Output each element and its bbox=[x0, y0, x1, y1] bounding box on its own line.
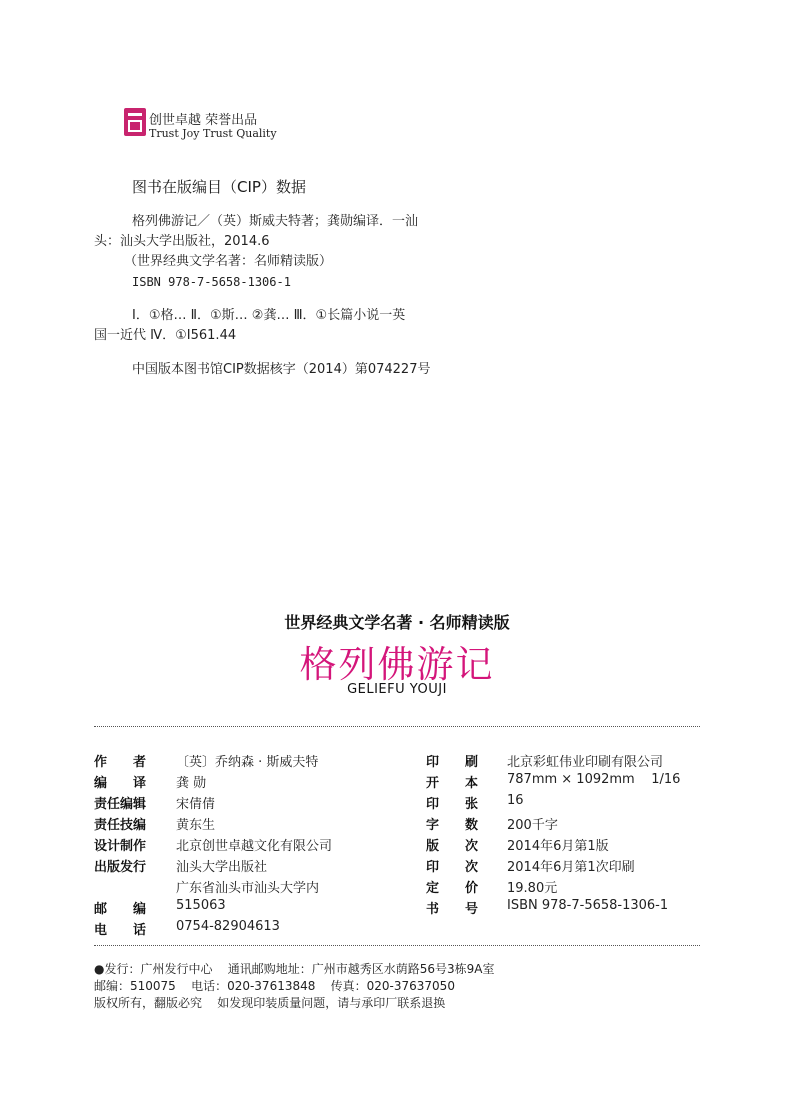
publisher-slogan: Trust Joy Trust Quality bbox=[149, 127, 277, 140]
info-left-value: 黄东生 bbox=[176, 818, 216, 833]
info-right-label: 定 价 bbox=[426, 881, 479, 896]
info-left-label: 设计制作 bbox=[94, 839, 147, 854]
book-title: 格列佛游记 bbox=[299, 643, 495, 686]
info-left-label: 邮 编 bbox=[94, 902, 147, 917]
info-right-label: 字 数 bbox=[426, 818, 479, 833]
info-left-label: 电 话 bbox=[94, 923, 147, 938]
info-right-label: 印 次 bbox=[426, 860, 479, 875]
info-left-value: 汕头大学出版社 bbox=[176, 860, 268, 875]
cip-line-3: （世界经典文学名著：名师精读版） bbox=[124, 254, 333, 269]
info-right-value: 19.80元 bbox=[507, 881, 558, 896]
info-left-value: 〔英〕乔纳森 · 斯威夫特 bbox=[176, 755, 319, 770]
footer-copyright: 版权所有，翻版必究 如发现印装质量问题，请与承印厂联系退换 bbox=[94, 996, 446, 1010]
info-left-label: 责任编辑 bbox=[94, 797, 147, 812]
footer-contact: 邮编：510075 电话：020-37613848 传真：020-37637050 bbox=[94, 979, 455, 993]
cip-heading: 图书在版编目（CIP）数据 bbox=[132, 178, 306, 196]
info-right-value: 北京彩虹伟业印刷有限公司 bbox=[507, 755, 664, 770]
info-right-value: 16 bbox=[507, 793, 524, 808]
info-left-value: 宋倩倩 bbox=[176, 797, 216, 812]
footer-distribution: ●发行：广州发行中心 通讯邮购地址：广州市越秀区水荫路56号3栋9A室 bbox=[94, 962, 495, 976]
info-right-value: 2014年6月第1版 bbox=[507, 839, 609, 854]
info-left-label: 出版发行 bbox=[94, 860, 147, 875]
cip-line-2: 头：汕头大学出版社，2014.6 bbox=[94, 234, 270, 249]
publisher-logo-icon bbox=[124, 108, 146, 136]
info-left-value: 龚 勋 bbox=[176, 776, 207, 791]
info-right-label: 印 刷 bbox=[426, 755, 479, 770]
info-right-label: 版 次 bbox=[426, 839, 479, 854]
cip-classification-1: Ⅰ．①格… Ⅱ．①斯… ②龚… Ⅲ．①长篇小说一英 bbox=[132, 308, 406, 323]
info-right-value: 200千字 bbox=[507, 818, 558, 833]
info-right-value: ISBN 978-7-5658-1306-1 bbox=[507, 898, 669, 913]
info-right-label: 书 号 bbox=[426, 902, 479, 917]
divider-bottom bbox=[94, 945, 700, 946]
info-right-label: 印 张 bbox=[426, 797, 479, 812]
info-left-label: 作 者 bbox=[94, 755, 147, 770]
cip-isbn: ISBN 978-7-5658-1306-1 bbox=[132, 275, 291, 289]
info-left-value: 北京创世卓越文化有限公司 bbox=[176, 839, 333, 854]
info-right-value: 787mm × 1092mm 1/16 bbox=[507, 772, 681, 787]
cip-line-1: 格列佛游记／（英）斯威夫特著；龚勋编译．一汕 bbox=[132, 214, 419, 229]
info-right-value: 2014年6月第1次印刷 bbox=[507, 860, 635, 875]
info-left-label: 编 译 bbox=[94, 776, 147, 791]
info-left-value: 广东省汕头市汕头大学内 bbox=[176, 881, 320, 896]
divider-top bbox=[94, 726, 700, 727]
info-right-label: 开 本 bbox=[426, 776, 479, 791]
cip-classification-2: 国一近代 Ⅳ．①I561.44 bbox=[94, 328, 237, 343]
info-left-label: 责任技编 bbox=[94, 818, 147, 833]
info-left-value: 0754-82904613 bbox=[176, 919, 280, 934]
series-title: 世界经典文学名著 · 名师精读版 bbox=[284, 613, 510, 632]
book-title-pinyin: GELIEFU YOUJI bbox=[347, 682, 447, 697]
cip-record-number: 中国版本图书馆CIP数据核字（2014）第074227号 bbox=[132, 362, 431, 377]
publisher-name: 创世卓越 荣誉出品 bbox=[149, 113, 258, 128]
info-left-value: 515063 bbox=[176, 898, 226, 913]
